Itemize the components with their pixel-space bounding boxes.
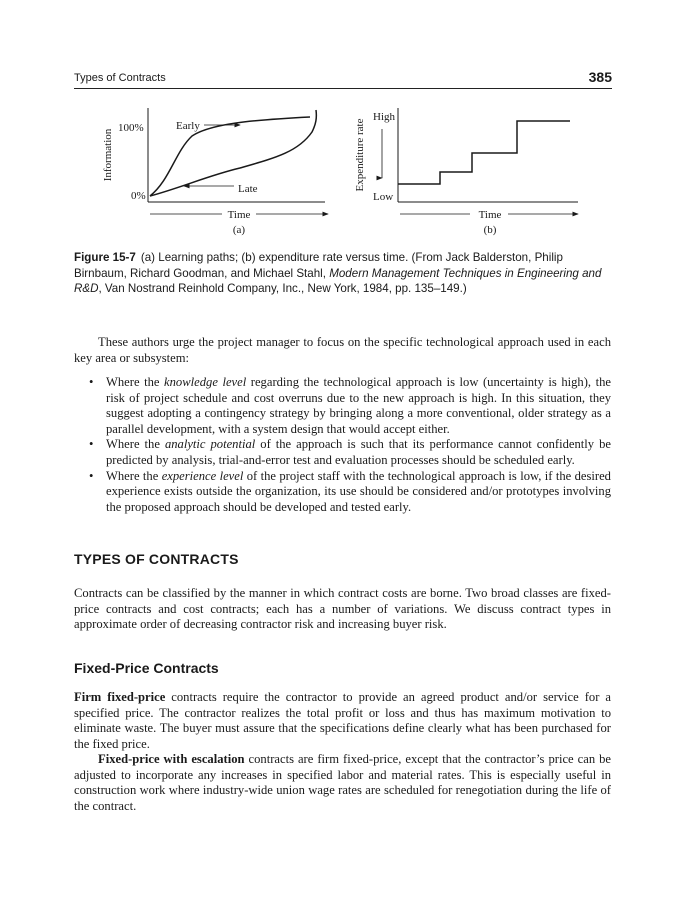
high-label: High: [373, 111, 395, 123]
caption-text-2: , Van Nostrand Reinhold Company, Inc., New York, 1984, pp. 135–149.): [98, 282, 467, 296]
panel-b-x-axis-label: Time: [478, 209, 502, 221]
term-analytic-potential: analytic potential: [164, 437, 256, 452]
term-experience-level: experience level: [161, 468, 244, 483]
firm-fixed-price-paragraph: Firm fixed-price contracts require the contractor to provide an agreed product and/or service for a specified price. The contractor realizes the total profit or loss and thus has maximum motivation to eliminate waste. The buyer must assure that the specifications define clearly what has been purchased for the fixed price.: [74, 690, 611, 751]
intro-paragraph: These authors urge the project manager to focus on the specific technological approach used in each key area or subsystem:: [74, 335, 611, 365]
list-item: • Where the knowledge level regarding the technological approach is low (uncertainty is high), the risk of project schedule and cost overruns due to the new approach is high. In this situation, they suggest adopting a contingency strategy by bringing along a more conventional, older strategy as a parallel development, with a system design that would accept either.: [89, 375, 611, 436]
bullet-list: [88, 375, 611, 515]
panel-a-y-axis-label: Information: [102, 128, 114, 182]
term-fixed-price-with-escalation: Fixed-price with escalation: [98, 752, 245, 766]
panel-b-expenditure-rate: [354, 108, 578, 236]
expenditure-step-line: [398, 121, 570, 184]
panel-b-y-axis-label: Expenditure rate: [354, 118, 366, 192]
late-label: Late: [238, 183, 258, 195]
term-firm-fixed-price: Firm fixed-price: [74, 690, 166, 704]
low-label: Low: [373, 191, 394, 203]
panel-b-sub-label: (b): [483, 224, 497, 236]
panel-a-x-axis-label: Time: [227, 209, 251, 221]
caption-text-1: (a) Learning paths; (b) expenditure rate versus time. (From Jack Balderston, Philip Birnbaum, Richard Goodman, and Michael Stahl,: [74, 251, 563, 280]
list-item: • Where the analytic potential of the approach is such that its performance cannot confidently be predicted by analysis, trial-and-error test and evaluation processes should be scheduled early.: [89, 437, 611, 467]
subsection-heading: Fixed-Price Contracts: [74, 660, 219, 676]
figure-caption: [74, 250, 614, 297]
list-item: • Where the experience level of the project staff with the technological approach is low, if the desired experience exists outside the organization, its use should be considered and/or prototypes involving the proposed approach should be developed and tested early.: [89, 468, 611, 514]
fixed-price-escalation-paragraph: Fixed-price with escalation contracts are firm fixed-price, except that the contractor’s price can be adjusted to incorporate any increases in specified labor and material rates. This is especially useful in construction work where industry-wide union wage rates are scheduled for renegotiation during the life of the contract.: [74, 752, 611, 813]
figure-label: Figure 15-7: [74, 251, 136, 264]
panel-a-learning-paths: [102, 108, 328, 236]
panel-a-sub-label: (a): [232, 224, 246, 236]
panel-a-tick-100: 100%: [118, 122, 144, 134]
early-label: Early: [176, 120, 200, 132]
figure-15-7: [0, 0, 680, 250]
panel-a-tick-0: 0%: [131, 190, 146, 202]
early-curve: [150, 117, 310, 196]
running-title: Types of Contracts: [74, 72, 166, 84]
page-number: 385: [588, 69, 612, 85]
term-knowledge-level: knowledge level: [164, 375, 247, 389]
section-heading: TYPES OF CONTRACTS: [74, 551, 239, 567]
section-paragraph: Contracts can be classified by the manner in which contract costs are borne. Two broad classes are fixed-price contracts and cost contracts; each has a number of variations. We discuss contract types in approximate order of decreasing contractor risk and increasing buyer risk.: [74, 586, 611, 632]
caption-book-title: Modern Management Techniques in Engineering and R&D: [74, 266, 602, 296]
